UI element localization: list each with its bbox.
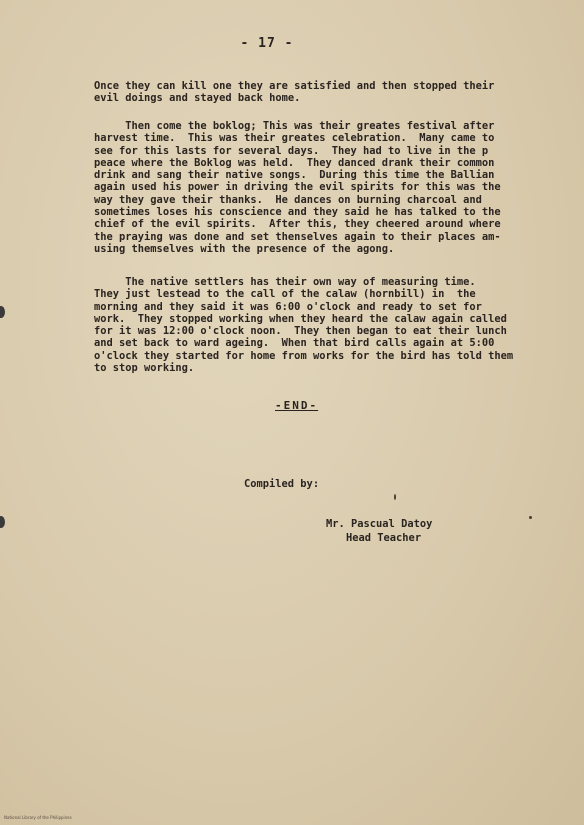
binding-hole-bottom xyxy=(0,516,5,528)
compiled-by-label: Compiled by: xyxy=(244,478,320,490)
author-title: Head Teacher xyxy=(346,532,422,544)
page-number: - 17 - xyxy=(240,36,294,51)
paragraph-2: Then come the boklog; This was their greates festival after harvest time. This was their greates celebration. Many came to see for this lasts for several days. They had to live in the p peace where the Boklog was held. They danced drank their common drink and sang their native songs. During this time the Ballian again used his power in driving the evil spirits for this was the way they gave their thanks. He dances on burning charcoal and sometimes loses his conscience and they said he has talked to the chief of the evil spirits. After this, they cheered around where the praying was done and set thenselves again to their places am- using themselves with the presence of the agong. xyxy=(94,120,501,255)
binding-hole-top xyxy=(0,306,5,318)
paper-speck xyxy=(529,516,532,519)
end-mark: -END- xyxy=(275,399,319,412)
footer-watermark: National Library of the Philippines xyxy=(4,815,72,820)
paper-speck xyxy=(394,494,396,500)
bleed-through-text xyxy=(110,420,530,720)
author-name: Mr. Pascual Datoy xyxy=(326,518,433,530)
paragraph-3: The native settlers has their own way of measuring time. They just lestead to the call of the calaw (hornbill) in the morning and they said it was 6:00 o'clock and ready to set for work. They stopped working when they heard the calaw again called for it was 12:00 o'clock noon. They then began to eat their lunch and set back to ward ageing. When that bird calls again at 5:00 o'clock they started for home from works for the bird has told them to stop working. xyxy=(94,276,514,375)
paragraph-1: Once they can kill one they are satisfied and then stopped their evil doings and stayed back home. xyxy=(94,80,495,105)
